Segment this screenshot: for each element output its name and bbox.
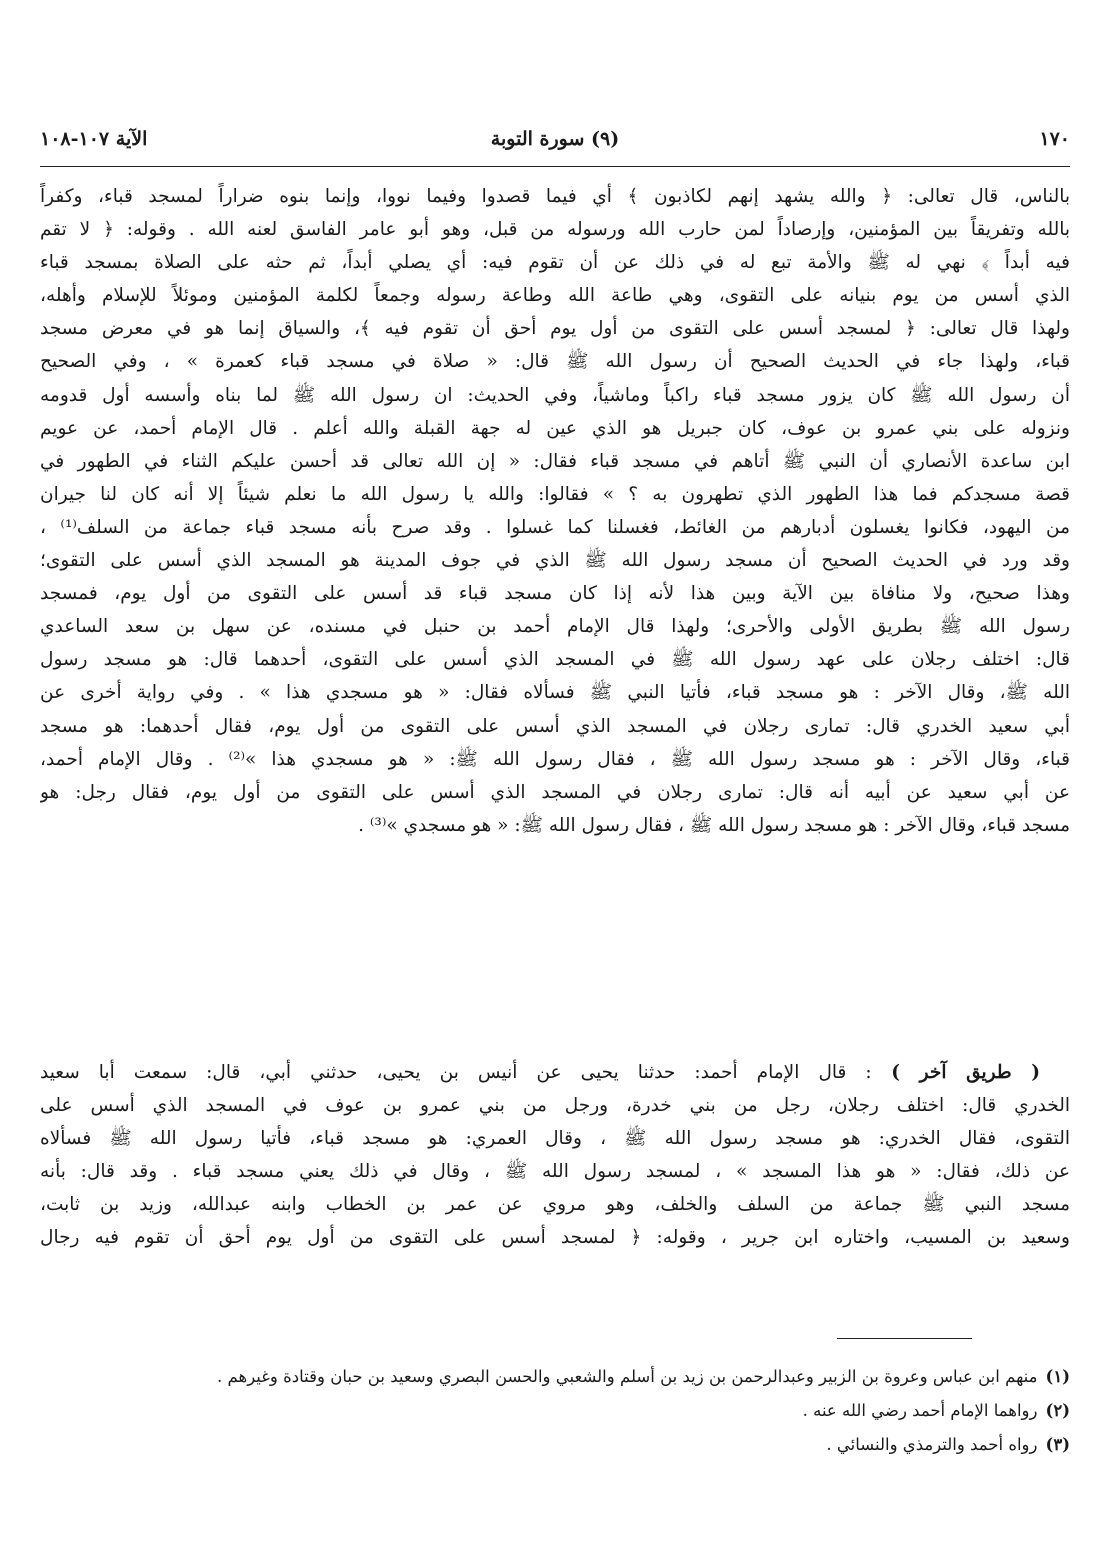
section-label: ( طريق آخر ) [871, 1062, 1040, 1083]
text-line: قباء، ولهذا جاء في الحديث الصحيح أن رسول الله ﷺ قال: « صلاة في مسجد قباء كعمرة » ، وفي الصحيح [40, 351, 1070, 373]
text-line: ونزوله على بني عمرو بن عوف، كان جبريل هو الذي عين له جهة القبلة والله أعلم . قال الإمام أحمد، عن عويم [40, 417, 1070, 439]
text-line [40, 1056, 1070, 1089]
footnote-number: (٢) [1045, 1401, 1070, 1420]
text-line: الذي أسس من يوم بنيانه على التقوى، وهي طاعة الله وطاعة رسوله وجمعاً لكلمة المؤمنين وموئلاً للإسلام وأهله، [40, 285, 1070, 307]
text-line: عن أبي سعيد عن أبيه أنه قال: تمارى رجلان في المسجد الذي أسس على التقوى من أول يوم، فقال رجل: هو [40, 781, 1070, 803]
text-line: قصة مسجدكم فما هذا الطهور الذي تطهرون به ؟ » فقالوا: والله يا رسول الله ما نعلم شيئاً إلا أنه كان لنا جيران [40, 483, 1070, 505]
surah-title: (٩) سورة التوبة [490, 128, 620, 150]
footnotes [40, 1360, 1070, 1462]
footnote-text: منهم ابن عباس وعروة بن الزبير وعبدالرحمن بن زيد بن أسلم والشعبي والحسن البصري وسعيد بن حبان وقتادة وغيرهم . [217, 1367, 1038, 1386]
footnote [40, 1428, 1070, 1462]
second-paragraph [40, 1056, 1070, 1255]
footnote-separator [837, 1338, 972, 1339]
text-line: مسجد قباء، وقال الآخر : هو مسجد رسول الله ﷺ ، فقال رسول الله ﷺ: « هو مسجدي »⁽³⁾ . [358, 814, 1070, 836]
text-line: فيه أبداً ﴾ نهي له ﷺ والأمة تبع له في ذلك عن أن تقوم فيه: أي يصلي أبداً، ثم حثه على الصلاة بمسجد قباء [40, 252, 1070, 274]
footnote-number: (١) [1045, 1367, 1070, 1386]
text-line: وقد ورد في الحديث الصحيح أن مسجد رسول الله ﷺ الذي في جوف المدينة هو المسجد الذي أسس على التقوى؛ [40, 550, 1070, 572]
text-line: ولهذا قال تعالى: ﴿ لمسجد أسس على التقوى من أول يوم أحق أن تقوم فيه ﴾، والسياق إنما هو في معرض مسجد [40, 318, 1070, 340]
text-line: وهذا صحيح، ولا منافاة بين الآية وبين هذا لأنه إذا كان مسجد قباء قد أسس على التقوى من أول يوم، فمسجد [40, 583, 1070, 605]
text-line: ابن ساعدة الأنصاري أن النبي ﷺ أتاهم في مسجد قباء فقال: « إن الله تعالى قد أحسن عليكم الثناء في الطهور في [40, 450, 1070, 472]
text-line: الله ﷺ، وقال الآخر : هو مسجد قباء، فأتيا النبي ﷺ فسألاه فقال: « هو مسجدي هذا » . وفي رواية أخرى عن [40, 682, 1070, 704]
text-line: رسول الله ﷺ بطريق الأولى والأحرى؛ ولهذا قال الإمام أحمد بن حنبل في مسنده، عن سهل بن سعد الساعدي [40, 616, 1070, 638]
text-line: أبي سعيد الخدري قال: تمارى رجلان في المسجد الذي أسس على التقوى من أول يوم، فقال أحدهما: هو مسجد [40, 715, 1070, 737]
main-text [40, 180, 1070, 842]
text-line: عن ذلك، فقال: « هو هذا المسجد » ، لمسجد رسول الله ﷺ ، وقال في ذلك يعني مسجد قباء . وقد قال: بأنه [40, 1161, 1070, 1183]
text-line: بالناس، قال تعالى: ﴿ والله يشهد إنهم لكاذبون ﴾ أي فيما قصدوا وفيما نووا، وإنما بنوه ضراراً لمسجد قباء، وكفراً [40, 186, 1070, 207]
text-line: من اليهود، فكانوا يغسلون أدبارهم من الغائط، فغسلنا كما غسلوا . وقد صرح بأنه مسجد قباء جماعة من السلف⁽¹⁾ ، [40, 516, 1070, 538]
text-segment: : قال الإمام أحمد: حدثنا يحيى عن أنيس بن يحيى، حدثني أبي، قال: سمعت أبا سعيد [40, 1062, 872, 1083]
footnote-text: رواه أحمد والترمذي والنسائي . [826, 1435, 1038, 1454]
text-line: الخدري قال: اختلف رجلان، رجل من بني خدرة، ورجل من بني عمرو بن عوف في المسجد الذي أسس على [40, 1095, 1070, 1117]
text-line: أن رسول الله ﷺ كان يزور مسجد قباء راكباً وماشياً، وفي الحديث: ان رسول الله ﷺ لما بناه وأسسه أول قدومه [40, 384, 1070, 406]
footnote [40, 1394, 1070, 1428]
text-line: قباء، وقال الآخر : هو مسجد رسول الله ﷺ ، فقال رسول الله ﷺ: « هو مسجدي هذا »⁽²⁾ . وقال الإمام أحمد، [40, 748, 1070, 770]
text-line: بالله وتفريقاً بين المؤمنين، وإرصاداً لمن حارب الله ورسوله من قبل، وهو أبو عامر الفاسق لعنه الله . وقوله: ﴿ لا تقم [40, 219, 1070, 241]
text-line: وسعيد بن المسيب، واختاره ابن جرير ، وقوله: ﴿ لمسجد أسس على التقوى من أول يوم أحق أن تقوم فيه رجال [40, 1227, 1070, 1249]
ayah-range: الآية ١٠٧-١٠٨ [40, 128, 148, 150]
text-line: التقوى، فقال الخدري: هو مسجد رسول الله ﷺ ، وقال العمري: هو مسجد قباء، فأتيا رسول الله ﷺ فسألاه [40, 1128, 1070, 1150]
footnote [40, 1360, 1070, 1394]
header-rule [40, 166, 1070, 167]
footnote-text: رواهما الإمام أحمد رضي الله عنه . [802, 1401, 1038, 1420]
text-line: مسجد النبي ﷺ جماعة من السلف والخلف، وهو مروي عن عمر بن الخطاب وابنه عبدالله، وزيد بن ثابت، [40, 1194, 1070, 1216]
page-number: ١٧٠ [1039, 128, 1070, 150]
text-line: قال: اختلف رجلان على عهد رسول الله ﷺ في المسجد الذي أسس على التقوى، أحدهما قال: هو مسجد رسول [40, 649, 1070, 671]
footnote-number: (٣) [1045, 1435, 1070, 1454]
running-header [40, 128, 1070, 164]
